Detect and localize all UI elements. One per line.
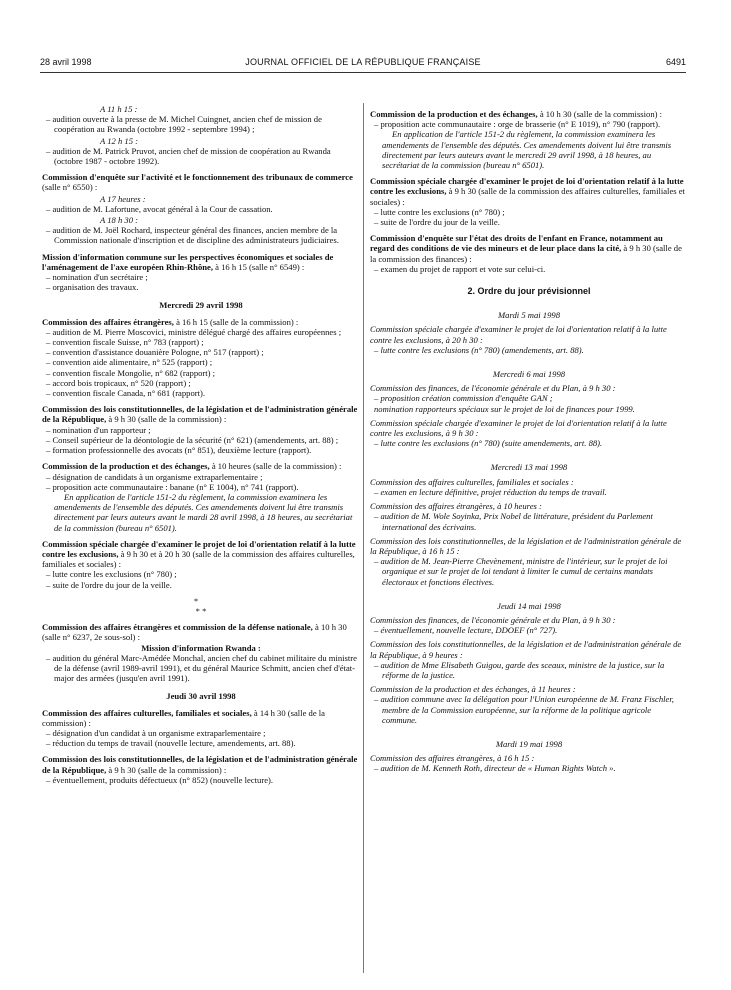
committee-time-room: à 9 h 30 (salle de la commission des finances) : bbox=[370, 243, 682, 264]
column-divider bbox=[363, 103, 364, 973]
committee-heading bbox=[42, 252, 360, 272]
committee-entry: Commission des finances, de l'économie générale et du Plan, à 9 h 30 : bbox=[370, 383, 616, 394]
day-heading: Jeudi 14 mai 1998 bbox=[497, 600, 561, 611]
page-header bbox=[40, 57, 686, 71]
committee-name: Mission d'information commune sur les perspectives économiques et sociales de l'aménagement de l'axe européen Rhin-Rhône, bbox=[42, 251, 334, 272]
procedure-note: En application de l'article 151-2 du règlement, la commission examinera les amendements de l'ensemble des députés. Ces amendements doivent lui être transmis directement par leurs auteurs avant le mardi 28 avril 1998, à 18 heures, au secrétariat de la commission (bureau n° 6501). bbox=[54, 491, 353, 533]
agenda-item: – lutte contre les exclusions (n° 780) (suite amendements, art. 88). bbox=[374, 438, 603, 449]
day-heading: Mardi 5 mai 1998 bbox=[498, 310, 560, 321]
agenda-item: – éventuellement, nouvelle lecture, DDOEF (n° 727). bbox=[374, 625, 558, 636]
agenda-item: – formation professionnelle des avocats (n° 851), deuxième lecture (rapport). bbox=[46, 445, 312, 456]
agenda-item: – examen du projet de rapport et vote sur celui-ci. bbox=[374, 263, 546, 274]
committee-name: Commission de la production et des échanges, bbox=[42, 461, 210, 472]
procedure-note: En application de l'article 151-2 du règlement, la commission examinera les amendements de l'ensemble des députés. Ces amendements doivent lui être transmis directement par leurs auteurs avant le mercredi 29 avril 1998, à 18 heures, au secrétariat de la commission (bureau n° 6501). bbox=[382, 129, 672, 171]
left-column bbox=[42, 103, 360, 785]
agenda-item: – audition de Mme Elisabeth Guigou, garde des sceaux, ministre de la justice, sur la réforme de la justice. bbox=[374, 659, 665, 680]
header-rule bbox=[40, 72, 686, 73]
agenda-item: – audition ouverte à la presse de M. Michel Cuingnet, ancien chef de mission de coopération au Rwanda (octobre 1992 - septembre 1994) ; bbox=[46, 114, 322, 135]
time-slot: A 11 h 15 : bbox=[100, 104, 138, 114]
day-heading: Jeudi 30 avril 1998 bbox=[166, 691, 236, 702]
committee-heading bbox=[370, 176, 688, 207]
mission-heading: Mission d'information Rwanda : bbox=[141, 642, 261, 653]
agenda-item: – accord bois tropicaux, n° 520 (rapport) ; bbox=[46, 377, 191, 388]
agenda-item: – proposition acte communautaire : banane (n° E 1004), n° 741 (rapport). bbox=[46, 481, 299, 492]
agenda-item: – éventuellement, produits défectueux (n° 852) (nouvelle lecture). bbox=[46, 774, 274, 785]
agenda-item: – lutte contre les exclusions (n° 780) ; bbox=[374, 206, 505, 217]
agenda-item: – nomination d'un rapporteur ; bbox=[46, 424, 151, 435]
committee-name: Commission de la production et des échanges, bbox=[370, 109, 538, 119]
agenda-item: – proposition création commission d'enquête GAN ; bbox=[374, 393, 553, 404]
committee-entry: Commission des affaires étrangères, à 10 heures : bbox=[370, 501, 542, 512]
time-slot: A 17 heures : bbox=[100, 193, 146, 204]
agenda-item: nomination rapporteurs spéciaux sur le projet de loi de finances pour 1999. bbox=[374, 403, 635, 414]
agenda-item: – réduction du temps de travail (nouvelle lecture, amendements, art. 88). bbox=[46, 738, 296, 749]
time-slot: A 18 h 30 : bbox=[100, 215, 139, 226]
committee-name: Commission d'enquête sur l'état des droits de l'enfant en France, notamment au regard des conditions de vie des mineurs et de leur place dans la cité, bbox=[370, 233, 663, 254]
agenda-item: – Conseil supérieur de la déontologie de la sécurité (n° 621) (amendements, art. 88) ; bbox=[46, 434, 339, 445]
committee-heading bbox=[370, 109, 688, 119]
agenda-item: – proposition acte communautaire : orge de brasserie (n° E 1019), n° 790 (rapport). bbox=[374, 119, 661, 130]
committee-entry: Commission des lois constitutionnelles, de la législation et de l'administration générale de la République, à 16 h 15 : bbox=[370, 535, 682, 556]
committee-entry: Commission spéciale chargée d'examiner le projet de loi d'orientation relatif à la lutte contre les exclusions, à 20 h 30 : bbox=[370, 324, 667, 345]
committee-heading bbox=[42, 754, 360, 774]
committee-time-room: à 14 h 30 (salle de la commission) : bbox=[42, 707, 325, 728]
agenda-item: – suite de l'ordre du jour de la veille. bbox=[46, 579, 172, 590]
agenda-item: – organisation des travaux. bbox=[46, 282, 139, 293]
committee-name: Commission des affaires étrangères et commission de la défense nationale, bbox=[42, 622, 313, 633]
agenda-item: – convention fiscale Mongolie, n° 682 (rapport) ; bbox=[46, 367, 216, 378]
agenda-item: – lutte contre les exclusions (n° 780) (amendements, art. 88). bbox=[374, 344, 584, 355]
committee-heading bbox=[42, 461, 360, 471]
agenda-item: – audition de M. Lafortune, avocat général à la Cour de cassation. bbox=[46, 203, 273, 214]
section-title: 2. Ordre du jour prévisionnel bbox=[467, 286, 591, 297]
committee-heading bbox=[42, 622, 360, 642]
committee-time-room: à 10 heures (salle de la commission) : bbox=[209, 461, 342, 472]
committee-entry: Commission des lois constitutionnelles, de la législation et de l'administration générale de la République, à 9 heures : bbox=[370, 639, 682, 660]
agenda-item: – nomination d'un secrétaire ; bbox=[46, 272, 148, 283]
agenda-item: – examen en lecture définitive, projet réduction du temps de travail. bbox=[374, 486, 607, 497]
committee-name: Commission des lois constitutionnelles, de la législation et de l'administration générale de la République, bbox=[42, 754, 358, 775]
page-number: 6491 bbox=[665, 57, 686, 67]
committee-name: Commission spéciale chargée d'examiner le projet de loi d'orientation relatif à la lutte contre les exclusions, bbox=[42, 538, 356, 559]
committee-time-room: à 9 h 30 (salle de la commission) : bbox=[106, 764, 227, 775]
committee-time-room: à 9 h 30 (salle de la commission) : bbox=[106, 414, 227, 425]
right-column bbox=[370, 103, 688, 774]
agenda-item: – audition de M. Patrick Pruvot, ancien chef de mission de coopération au Rwanda (octobre 1987 - octobre 1992). bbox=[46, 145, 331, 167]
separator-stars: * * bbox=[195, 605, 207, 616]
committee-entry: Commission de la production et des échanges, à 11 heures : bbox=[370, 684, 576, 695]
agenda-item: – lutte contre les exclusions (n° 780) ; bbox=[46, 569, 177, 580]
day-heading: Mardi 19 mai 1998 bbox=[495, 738, 563, 749]
committee-heading bbox=[42, 708, 360, 728]
agenda-item: – désignation de candidats à un organisme extraparlementaire ; bbox=[46, 471, 263, 482]
header-date: 28 avril 1998 bbox=[40, 57, 92, 67]
day-heading: Mercredi 29 avril 1998 bbox=[159, 300, 243, 311]
committee-name: Commission spéciale chargée d'examiner le projet de loi d'orientation relatif à la lutte contre les exclusions, bbox=[370, 176, 684, 197]
agenda-item: – audition de M. Pierre Moscovici, ministre délégué chargé des affaires européennes ; bbox=[46, 326, 342, 337]
committee-heading bbox=[370, 233, 688, 264]
agenda-item: – audition du général Marc-Amédée Monchal, ancien chef du cabinet militaire du ministre de la défense (avril 1989-avril 1991), et du général Maurice Schmitt, ancien chef d'état-major des armées (jusqu'en avril 1991). bbox=[46, 652, 357, 684]
committee-heading bbox=[42, 539, 360, 570]
committee-heading bbox=[42, 317, 360, 327]
committee-name: Commission des affaires culturelles, familiales et sociales, bbox=[42, 707, 252, 718]
agenda-item: – audition commune avec la délégation pour l'Union européenne de M. Franz Fischler, membre de la Commission européenne, sur la réforme de la politique agricole commune. bbox=[374, 694, 674, 725]
committee-time-room: (salle n° 6550) : bbox=[42, 182, 98, 193]
day-heading: Mercredi 13 mai 1998 bbox=[490, 462, 568, 473]
committee-time-room: à 10 h 30 (salle n° 6237, 2e sous-sol) : bbox=[42, 622, 347, 643]
committee-entry: Commission des affaires culturelles, familiales et sociales : bbox=[370, 476, 574, 487]
separator-stars: * bbox=[193, 595, 209, 606]
agenda-item: – audition de M. Kenneth Roth, directeur de « Human Rights Watch ». bbox=[374, 763, 616, 774]
committee-name: Commission des lois constitutionnelles, de la législation et de l'administration générale de la République, bbox=[42, 404, 358, 425]
agenda-item: – audition de M. Jean-Pierre Chevènement, ministre de l'intérieur, sur le projet de loi organique et sur le projet de loi tendant à limiter le cumul de certains mandats électoraux et fonctions électives. bbox=[374, 556, 668, 587]
committee-time-room: à 16 h 15 (salle de la commission) : bbox=[173, 316, 299, 327]
agenda-item: – convention d'assistance douanière Pologne, n° 517 (rapport) ; bbox=[46, 347, 264, 358]
agenda-item: – désignation d'un candidat à un organisme extraparlementaire ; bbox=[46, 727, 266, 738]
day-heading: Mercredi 6 mai 1998 bbox=[492, 369, 566, 380]
agenda-item: – convention aide alimentaire, n° 525 (rapport) ; bbox=[46, 357, 213, 368]
committee-time-room: à 9 h 30 (salle de la commission des affaires culturelles, familiales et sociales) : bbox=[370, 186, 685, 207]
committee-entry: Commission spéciale chargée d'examiner le projet de loi d'orientation relatif à la lutte contre les exclusions, à 9 h 30 : bbox=[370, 417, 667, 439]
committee-time-room: à 16 h 15 (salle n° 6549) : bbox=[213, 261, 305, 272]
agenda-item: – convention fiscale Suisse, n° 783 (rapport) ; bbox=[46, 337, 204, 348]
journal-title: JOURNAL OFFICIEL DE LA RÉPUBLIQUE FRANÇAISE bbox=[245, 57, 481, 67]
agenda-item: – audition de M. Wole Soyinka, Prix Nobel de littérature, président du Parlement international des écrivains. bbox=[374, 511, 653, 532]
committee-entry: Commission des affaires étrangères, à 16 h 15 : bbox=[370, 753, 535, 764]
committee-entry: Commission des finances, de l'économie générale et du Plan, à 9 h 30 : bbox=[370, 614, 616, 625]
committee-heading bbox=[42, 404, 360, 424]
committee-time-room: à 9 h 30 et à 20 h 30 (salle de la commission des affaires culturelles, familiales et sociales) : bbox=[42, 548, 355, 570]
time-slot: A 12 h 15 : bbox=[100, 135, 139, 146]
committee-name: Commission d'enquête sur l'activité et le fonctionnement des tribunaux de commerce bbox=[42, 172, 353, 183]
committee-heading bbox=[42, 172, 360, 192]
committee-time-room: à 10 h 30 (salle de la commission) : bbox=[537, 109, 663, 119]
committee-name: Commission des affaires étrangères, bbox=[42, 316, 174, 327]
agenda-item: – suite de l'ordre du jour de la veille. bbox=[374, 217, 500, 228]
agenda-item: – audition de M. Joël Rochard, inspecteur général des finances, ancien membre de la Commission nationale d'inscription et de discipline des administrateurs judiciaires. bbox=[46, 225, 339, 246]
agenda-item: – convention fiscale Canada, n° 681 (rapport). bbox=[46, 388, 206, 399]
